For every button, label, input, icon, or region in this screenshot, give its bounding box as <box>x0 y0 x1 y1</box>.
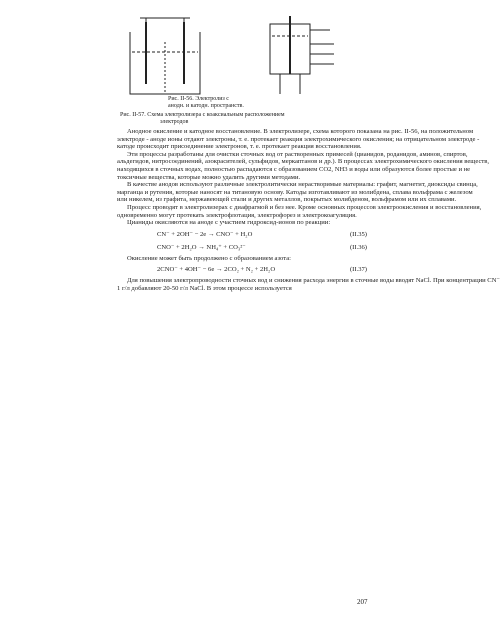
paragraph: Процесс проводят в электролизерах с диафрагмой и без нее. Кроме основных процессов электроокисления и восстановления, одновременно могут протекать электрофлотация, электрофорез и электрокоагуляция. <box>117 203 482 219</box>
figure-ii-57 <box>270 16 334 94</box>
figure-caption-ii-57: Рис. II-57. Схема электролизера с коаксиальным расположением электродов <box>120 112 285 125</box>
page-number: 207 <box>357 598 368 606</box>
equation: CNO⁻ + 2H₂O → NH₄⁺ + CO₃²⁻ (II.36) <box>157 243 367 251</box>
paragraph: Окисление может быть продолжено с образованием азота: <box>127 254 291 262</box>
body-text <box>117 128 500 293</box>
paragraph: В качестве анодов используют различные электролитически нерастворимые материалы: графит, магнетит, диоксиды свинца, марганца и рутения, которые наносят на титановую основу. Катоды изготавливают из молибдена, сплава вольфрама с железом или никелем, из графита, нержавеющей стали и других металлов, покрытых молибденом, вольфрамом или их сплавами. <box>117 181 478 204</box>
paragraph: Эти процессы разработаны для очистки сточных вод от растворенных примесей (цианидов, роданидов, аминов, спиртов, альдегидов, нитросоединений, азокрасителей, сульфидов, меркаптанов и др.). В процессах электрохимического окисления веществ, находящихся в сточных водах, полностью распадаются с образованием CO2, NH3 и воды или образуются более простые и не токсичные вещества, которые можно удалить другими методами. <box>117 150 490 181</box>
figure-ii-56 <box>130 18 200 94</box>
paragraph: Анодное окисление и катодное восстановление. В электролизере, схема которого показана на рис. II-56, на положительном электроде - аноде ионы отдают электроны, т. е. протекает реакция электрохимического окисления; на отрицательном электроде - катоде происходит присоединение электронов, т. е. протекает реакция восстановления. <box>117 128 480 151</box>
equation: 2CNO⁻ + 4OH⁻ − 6e → 2CO₂ + N₂ + 2H₂O (II.37) <box>157 266 367 274</box>
paragraph: Цианиды окисляются на аноде с участием гидроксид-ионов по реакции: <box>127 219 331 227</box>
paragraph: Для повышения электропроводности сточных вод и снижения расхода энергии в сточные воды вводят NaCl. При концентрации CN⁻ 1 г/л добавляют 20-50 г/л NaCl. В этом процессе используется <box>117 277 500 292</box>
equation: CN⁻ + 2OH⁻ − 2e → CNO⁻ + H₂O (II.35) <box>157 230 367 238</box>
figure-caption-ii-56: Рис. II-56. Электролиз с анодн. и катодн. пространств. <box>168 96 244 109</box>
